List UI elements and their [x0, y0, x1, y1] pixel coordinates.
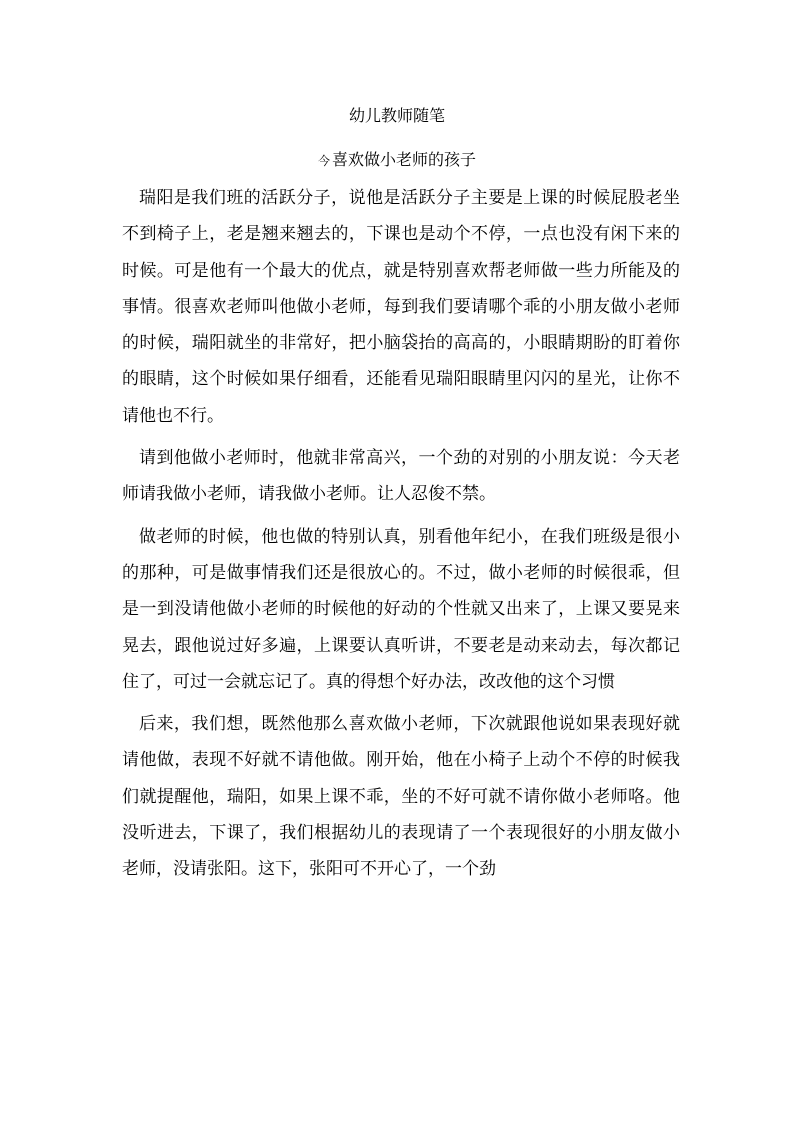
paragraph-3: 做老师的时候，他也做的特别认真，别看他年纪小，在我们班级是很小的那种，可是做事情我们还是很放心的。不过，做小老师的时候很乖，但是一到没请他做小老师的时候他的好动的个性就又出来了，上课又要晃来晃去，跟他说过好多遍，上课要认真听讲，不要老是动来动去，每次都记住了，可过一会就忘记了。真的得想个好办法，改改他的这个习惯 [122, 526, 680, 692]
subtitle-text: 喜欢做小老师的孩子 [332, 150, 477, 169]
paragraph-2: 请到他做小老师时，他就非常高兴，一个劲的对别的小朋友说：今天老师请我做小老师，请我做小老师。让人忍俊不禁。 [122, 448, 680, 505]
paragraph-4: 后来，我们想，既然他那么喜欢做小老师，下次就跟他说如果表现好就请他做，表现不好就不请他做。刚开始，他在小椅子上动个不停的时候我们就提醒他，瑞阳，如果上课不乖，坐的不好可就不请你做小老师咯。他没听进去，下课了，我们根据幼儿的表现请了一个表现很好的小朋友做小老师，没请张阳。这下，张阳可不开心了，一个劲 [122, 714, 680, 880]
document-body [122, 180, 680, 894]
subtitle-mark: 今 [317, 154, 330, 168]
document-subtitle [0, 148, 794, 173]
document-title: 幼儿教师随笔 [348, 106, 445, 125]
paragraph-1: 瑞阳是我们班的活跃分子，说他是活跃分子主要是上课的时候屁股老坐不到椅子上，老是翘来翘去的，下课也是动个不停，一点也没有闲下来的时候。可是他有一个最大的优点，就是特别喜欢帮老师做一些力所能及的事情。很喜欢老师叫他做小老师，每到我们要请哪个乖的小朋友做小老师的时候，瑞阳就坐的非常好，把小脑袋抬的高高的，小眼睛期盼的盯着你的眼睛，这个时候如果仔细看，还能看见瑞阳眼睛里闪闪的星光，让你不请他也不行。 [122, 188, 680, 426]
